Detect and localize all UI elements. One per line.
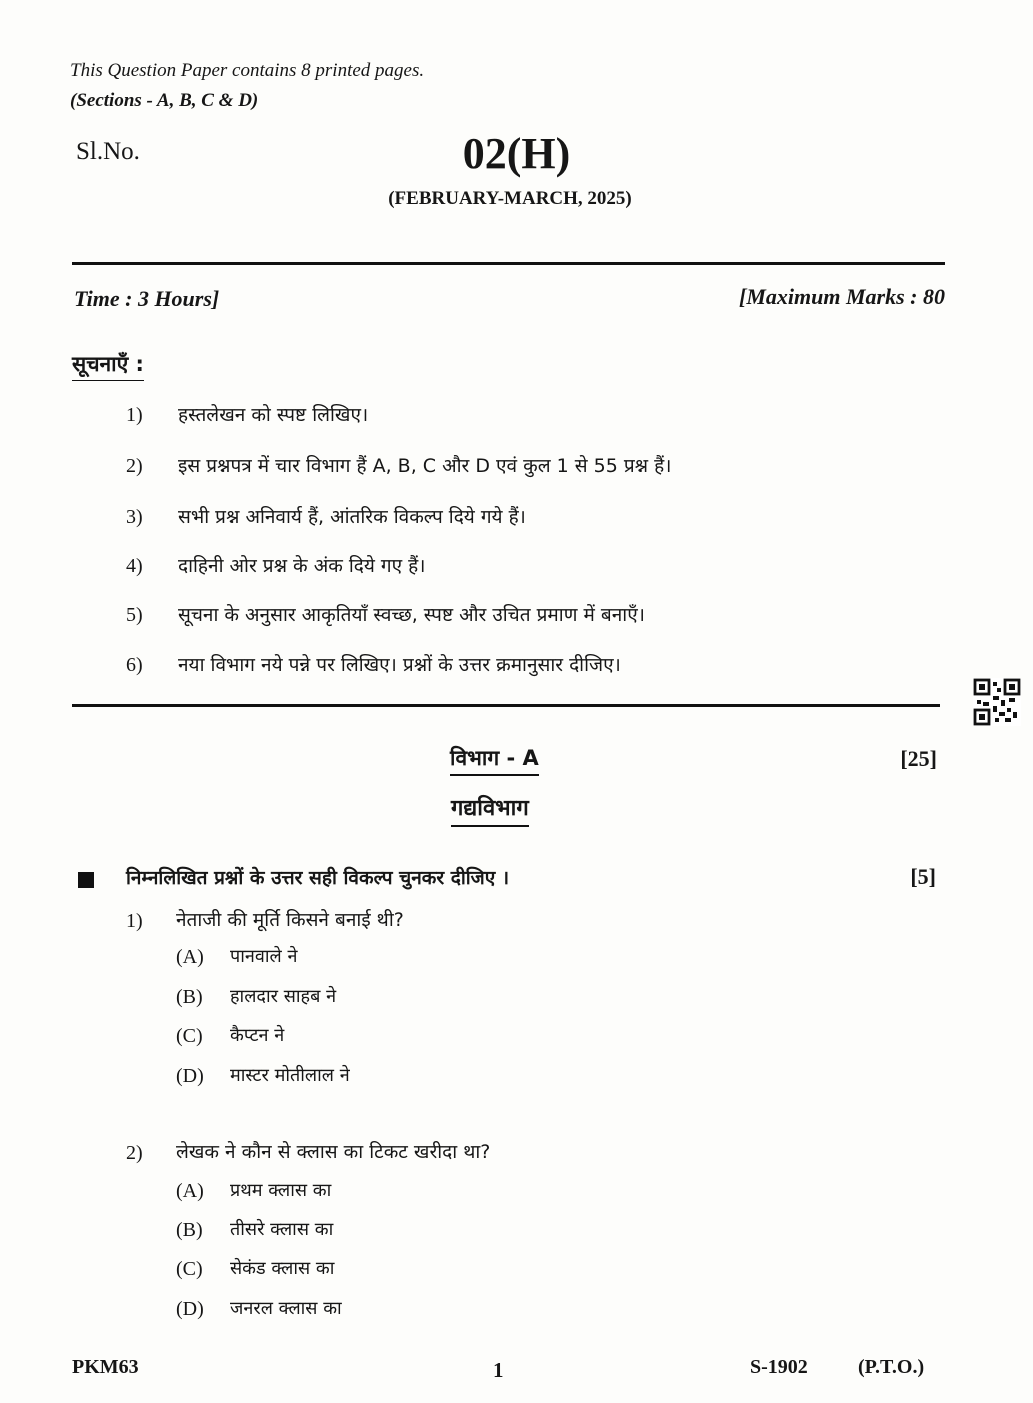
instruction-text: इस प्रश्नपत्र में चार विभाग हैं A, B, C और D एवं कुल 1 से 55 प्रश्न हैं। (178, 455, 672, 477)
instruction-num: 4) (126, 555, 143, 577)
question-number: 1) (126, 910, 143, 932)
instructions-heading: सूचनाएँ : (72, 350, 144, 378)
option-letter: (A) (176, 1180, 204, 1202)
option-text: मास्टर मोतीलाल ने (230, 1065, 350, 1086)
time-label: Time : 3 Hours] (74, 286, 220, 311)
page-number: 1 (493, 1358, 504, 1382)
option-text: सेकंड क्लास का (230, 1258, 335, 1279)
section-marks: [25] (900, 746, 937, 771)
option-text: पानवाले ने (230, 946, 298, 967)
qr-code-icon (973, 678, 1021, 726)
question-text: नेताजी की मूर्ति किसने बनाई थी? (176, 909, 404, 931)
square-bullet-icon (78, 872, 94, 888)
instructions-rule (72, 704, 940, 707)
option-letter: (B) (176, 1219, 203, 1241)
option-text: हालदार साहब ने (230, 986, 337, 1007)
instruction-num: 6) (126, 654, 143, 676)
question-text: लेखक ने कौन से क्लास का टिकट खरीदा था? (176, 1141, 491, 1163)
option-text: जनरल क्लास का (230, 1298, 342, 1319)
section-title: विभाग - A (450, 744, 539, 772)
option-letter: (D) (176, 1065, 204, 1087)
question-group-marks: [5] (910, 864, 936, 889)
option-letter: (C) (176, 1258, 203, 1280)
paper-code: 02(H) (462, 129, 571, 178)
instruction-text: नया विभाग नये पन्ने पर लिखिए। प्रश्नों के उत्तर क्रमानुसार दीजिए। (178, 654, 621, 676)
max-marks: [Maximum Marks : 80 (739, 284, 945, 309)
instruction-text: सूचना के अनुसार आकृतियाँ स्वच्छ, स्पष्ट और उचित प्रमाण में बनाएँ। (178, 604, 645, 626)
option-letter: (D) (176, 1298, 204, 1320)
option-letter: (C) (176, 1025, 203, 1047)
serial-label: Sl.No. (76, 138, 140, 165)
footer-code: PKM63 (72, 1356, 139, 1378)
instruction-num: 1) (126, 404, 143, 426)
option-letter: (B) (176, 986, 203, 1008)
option-letter: (A) (176, 946, 204, 968)
option-text: तीसरे क्लास का (230, 1219, 334, 1240)
sections-note: (Sections - A, B, C & D) (70, 90, 259, 111)
question-number: 2) (126, 1142, 143, 1164)
session: (FEBRUARY-MARCH, 2025) (388, 188, 632, 209)
instruction-text: हस्तलेखन को स्पष्ट लिखिए। (178, 404, 369, 426)
footer-series: S-1902 (750, 1356, 808, 1378)
instruction-text: सभी प्रश्न अनिवार्य हैं, आंतरिक विकल्प दिये गये हैं। (178, 506, 526, 528)
option-text: प्रथम क्लास का (230, 1180, 332, 1201)
option-text: कैप्टन ने (230, 1025, 285, 1046)
instruction-text: दाहिनी ओर प्रश्न के अंक दिये गए हैं। (178, 555, 426, 577)
question-group-instruction: निम्नलिखित प्रश्नों के उत्तर सही विकल्प चुनकर दीजिए । (126, 867, 510, 889)
instruction-num: 5) (126, 604, 143, 626)
header-rule (72, 262, 945, 265)
pto-label: (P.T.O.) (858, 1356, 925, 1378)
instruction-num: 2) (126, 455, 143, 477)
section-subtitle: गद्यविभाग (451, 792, 529, 822)
instruction-num: 3) (126, 506, 143, 528)
pages-note: This Question Paper contains 8 printed pages. (70, 60, 425, 81)
